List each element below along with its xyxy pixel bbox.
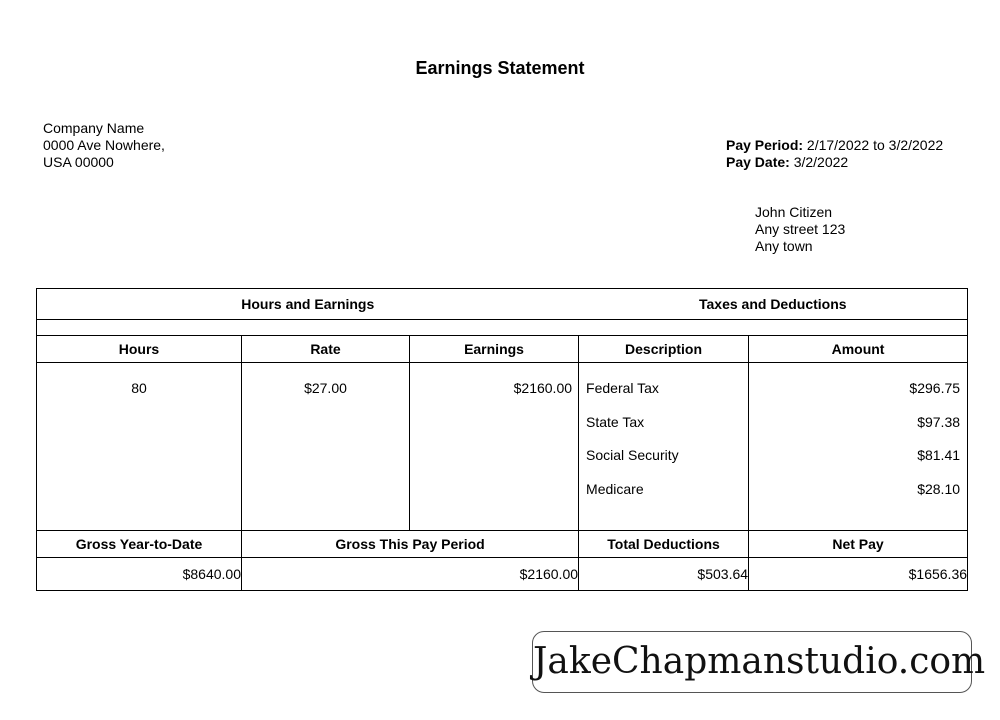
total-deductions-header: Total Deductions	[579, 531, 749, 558]
employee-name: John Citizen	[755, 204, 833, 220]
pay-period	[726, 137, 943, 154]
statement-title: Earnings Statement	[415, 58, 585, 78]
earnings-value: $2160.00	[410, 363, 579, 531]
gross-period-value: $2160.00	[242, 558, 579, 591]
deduction-amounts	[749, 363, 968, 531]
deduction-descriptions	[579, 363, 749, 531]
deduction-amount: $97.38	[917, 413, 961, 430]
pay-date-label: Pay Date:	[726, 154, 790, 170]
pay-date	[726, 154, 943, 171]
pay-period-label: Pay Period:	[726, 137, 804, 153]
gross-ytd-value: $8640.00	[37, 558, 242, 591]
col-amount: Amount	[749, 336, 968, 363]
net-pay-value: $1656.36	[749, 558, 968, 591]
employee-address-block	[755, 204, 845, 255]
company-address-block	[43, 120, 165, 171]
deduction-amount: $28.10	[917, 480, 961, 497]
pay-period-value: 2/17/2022 to 3/2/2022	[806, 137, 944, 153]
col-description: Description	[579, 336, 749, 363]
deduction-description: Medicare	[586, 480, 644, 497]
deduction-description: State Tax	[586, 413, 645, 430]
total-deductions-value: $503.64	[579, 558, 749, 591]
table-row	[37, 363, 968, 531]
deduction-description: Social Security	[586, 447, 679, 463]
company-address-line2: USA 00000	[43, 154, 114, 170]
hours-value: 80	[37, 363, 242, 531]
spacer-row	[37, 320, 968, 336]
company-name: Company Name	[43, 120, 145, 136]
deduction-description: Federal Tax	[586, 380, 659, 396]
totals-row	[37, 558, 968, 591]
rate-value: $27.00	[242, 363, 410, 531]
pay-date-value: 3/2/2022	[793, 154, 849, 170]
col-earnings: Earnings	[410, 336, 579, 363]
gross-ytd-header: Gross Year-to-Date	[37, 531, 242, 558]
company-address-line1: 0000 Ave Nowhere,	[43, 137, 165, 153]
deduction-amount: $296.75	[909, 380, 961, 396]
col-rate: Rate	[242, 336, 410, 363]
column-header-row	[37, 336, 968, 363]
deduction-amount: $81.41	[917, 447, 961, 463]
pay-info-block	[726, 137, 943, 171]
totals-header-row	[37, 531, 968, 558]
gross-period-header: Gross This Pay Period	[242, 531, 579, 558]
watermark: JakeChapmanstudio.com	[532, 631, 972, 693]
section-taxes-deductions: Taxes and Deductions	[579, 289, 968, 320]
section-hours-earnings: Hours and Earnings	[37, 289, 579, 320]
employee-street: Any street 123	[755, 221, 846, 237]
col-hours: Hours	[37, 336, 242, 363]
net-pay-header: Net Pay	[749, 531, 968, 558]
section-header-row	[37, 289, 968, 320]
earnings-table	[36, 288, 968, 591]
employee-town: Any town	[755, 238, 813, 254]
